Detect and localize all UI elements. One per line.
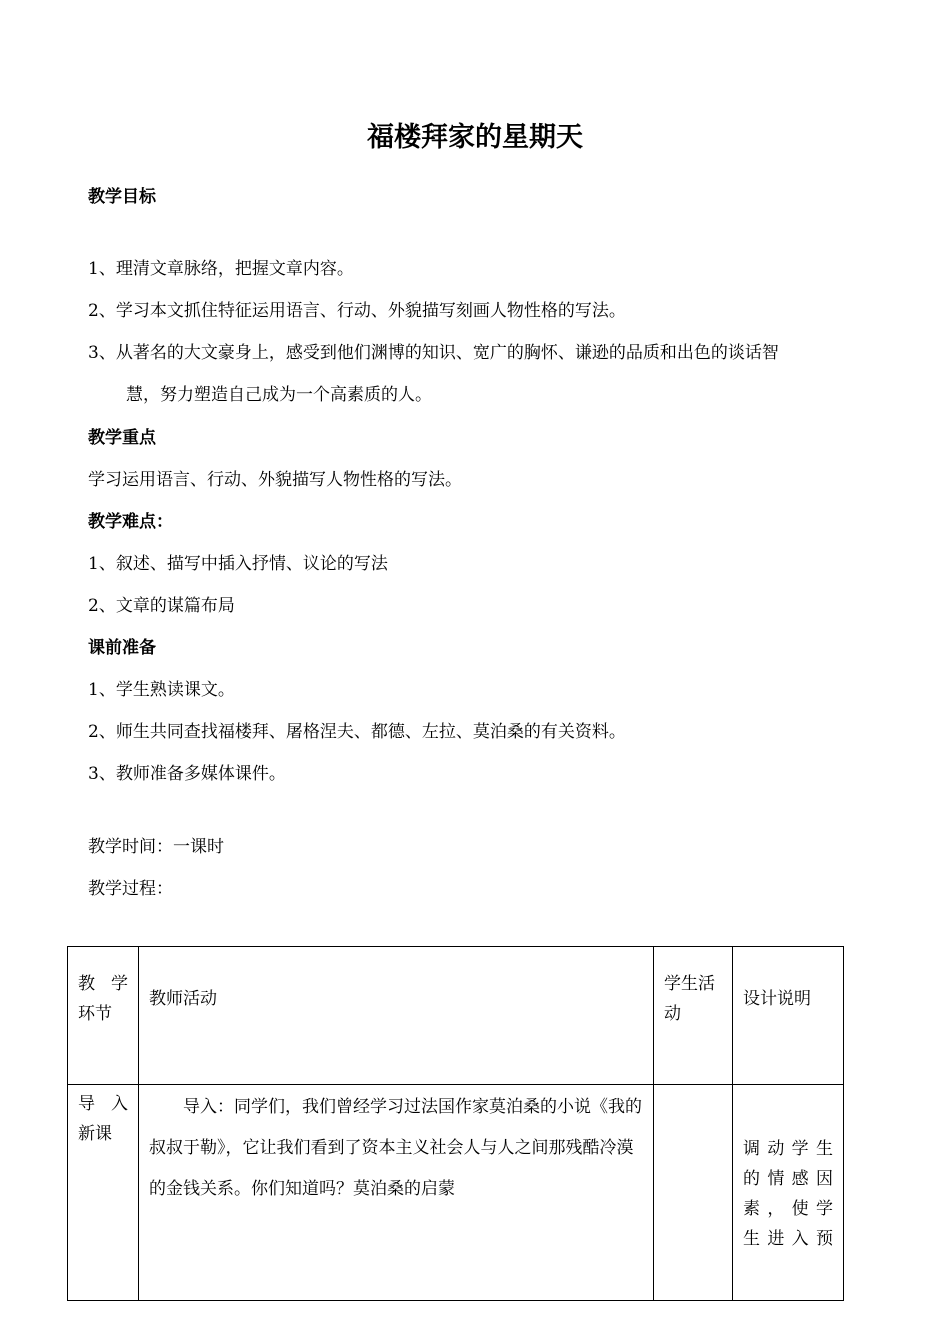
preparation-item-2: 2、师生共同查找福楼拜、屠格涅夫、都德、左拉、莫泊桑的有关资料。 [88,722,626,742]
objective-item-1: 1、理清文章脉络，把握文章内容。 [88,259,354,279]
header-student-cell [654,947,733,1085]
header-design-cell [733,947,844,1085]
header-stage-line2: 环节 [78,1004,112,1024]
objectives-heading: 教学目标 [88,187,156,207]
preparation-heading: 课前准备 [88,638,156,658]
document-title: 福楼拜家的星期天 [367,122,583,153]
objective-item-3-continued: 慧，努力塑造自己成为一个高素质的人。 [126,385,432,405]
teacher-activity-cell: 导入：同学们，我们曾经学习过法国作家莫泊桑的小说《我的叔叔于勒》，它让我们看到了资本主义社会人与人之间那残酷冷漠的金钱关系。你们知道吗？莫泊桑的启蒙 [139,1085,654,1301]
design-note-line-1: 调动学生 [743,1139,833,1159]
objective-item-3: 3、从著名的大文豪身上，感受到他们渊博的知识、宽广的胸怀、谦逊的品质和出色的谈话智 [88,343,779,363]
difficulty-item-2: 2、文章的谋篇布局 [88,596,235,616]
design-note-line-2: 的情感因 [743,1169,833,1189]
key-points-heading: 教学重点 [88,428,156,448]
objective-item-2: 2、学习本文抓住特征运用语言、行动、外貌描写刻画人物性格的写法。 [88,301,626,321]
key-points-text: 学习运用语言、行动、外貌描写人物性格的写法。 [88,470,462,490]
teaching-time: 教学时间：一课时 [88,837,224,857]
header-teacher-label: 教师活动 [149,989,217,1009]
header-student-line2: 动 [664,1004,681,1024]
stage-line2: 新课 [78,1124,112,1144]
header-student-line1: 学生活 [664,974,715,994]
header-design-label: 设计说明 [743,989,811,1009]
difficulties-heading: 教学难点： [88,512,173,532]
teaching-process-table [67,946,844,1301]
design-note-line-4: 生进入预 [743,1229,833,1249]
design-note-line-3: 素，使学 [743,1199,833,1219]
preparation-item-1: 1、学生熟读课文。 [88,680,235,700]
stage-cell [68,1085,139,1301]
student-activity-cell [654,1085,733,1301]
table-row [68,1085,844,1301]
header-stage-line1: 教学 [78,974,128,994]
table-header-row [68,947,844,1085]
difficulty-item-1: 1、叙述、描写中插入抒情、议论的写法 [88,554,388,574]
design-note-cell [733,1085,844,1301]
process-label: 教学过程： [88,879,173,899]
stage-line1: 导入 [78,1094,128,1114]
header-stage-cell [68,947,139,1085]
preparation-item-3: 3、教师准备多媒体课件。 [88,764,286,784]
header-teacher-cell [139,947,654,1085]
